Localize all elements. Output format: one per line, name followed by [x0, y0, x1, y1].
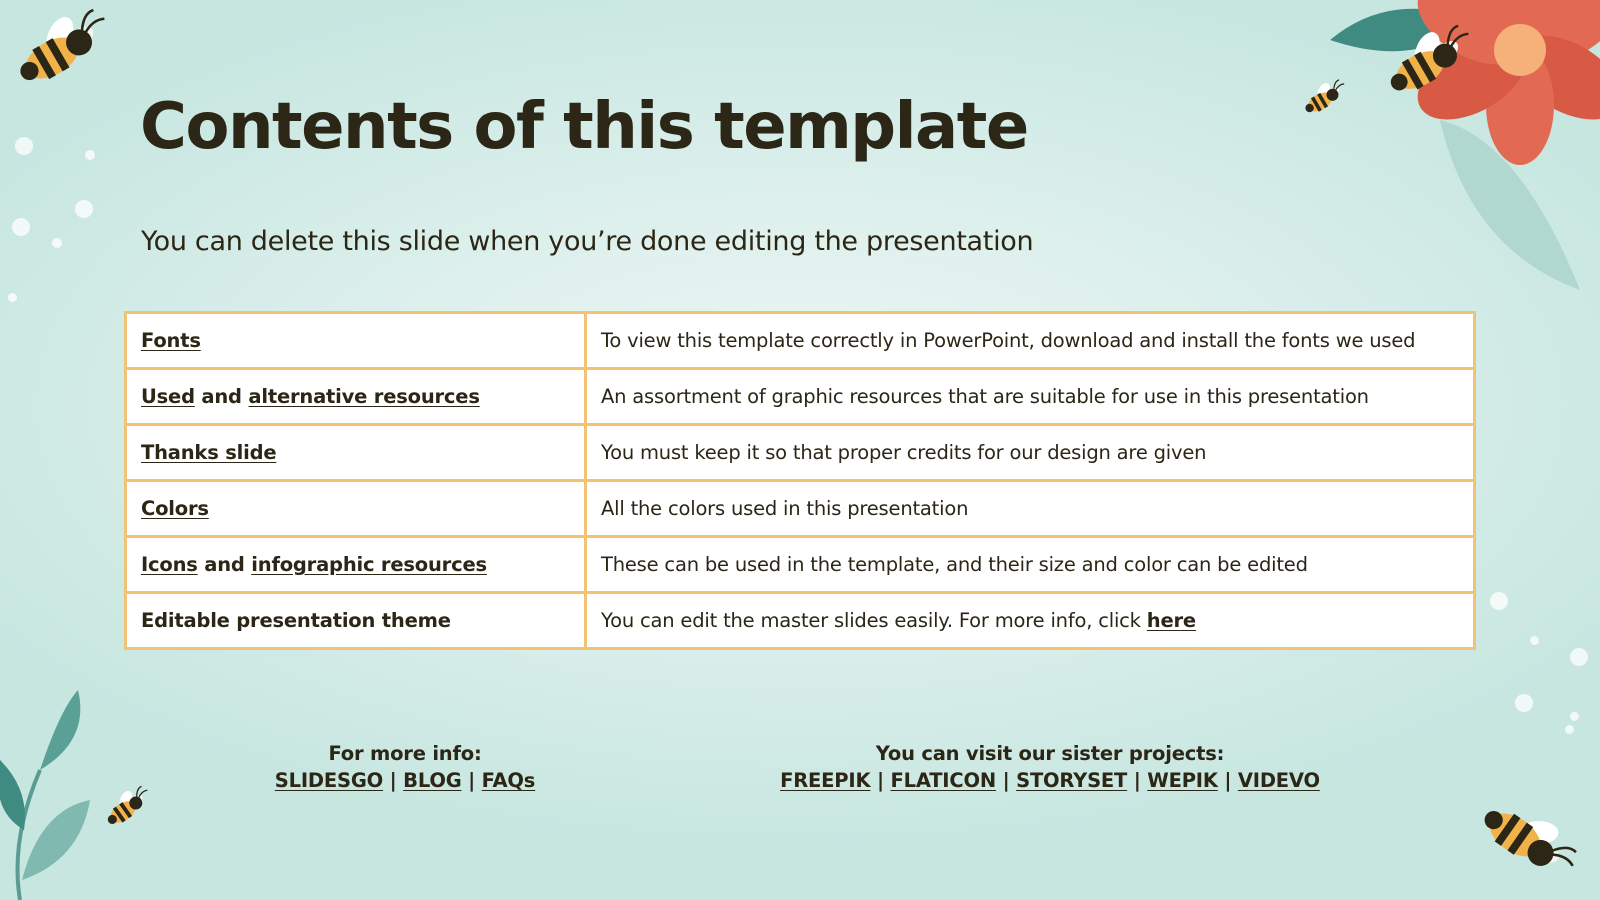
row-label: [126, 313, 586, 369]
page-subtitle: You can delete this slide when you’re done editing the presentation: [141, 226, 1034, 257]
here-link[interactable]: here: [1146, 609, 1196, 632]
bubble-icon: [1530, 636, 1539, 645]
footer-more-info: [220, 740, 590, 794]
bubble-icon: [52, 238, 62, 248]
bubble-icon: [1570, 712, 1579, 721]
row-label: [126, 425, 586, 481]
row-description: [586, 593, 1475, 649]
row-label: [126, 369, 586, 425]
row-label: Editable presentation theme: [126, 593, 586, 649]
bee-icon: [1460, 780, 1580, 890]
row-description: All the colors used in this presentation: [586, 481, 1475, 537]
bubble-icon: [1570, 648, 1588, 666]
bubble-icon: [12, 218, 30, 236]
bee-icon: [1290, 70, 1350, 130]
footer-heading: You can visit our sister projects:: [875, 742, 1225, 765]
separator: |: [870, 769, 891, 792]
table-row: [126, 313, 1475, 369]
separator: |: [1127, 769, 1148, 792]
separator: |: [1217, 769, 1238, 792]
bee-icon: [95, 780, 155, 840]
bee-icon: [0, 0, 120, 120]
slidesgo-link[interactable]: SLIDESGO: [274, 769, 384, 792]
row-description: You must keep it so that proper credits for our design are given: [586, 425, 1475, 481]
bubble-icon: [75, 200, 93, 218]
row-label: [126, 537, 586, 593]
row-description: An assortment of graphic resources that are suitable for use in this presentation: [586, 369, 1475, 425]
bubble-icon: [1490, 592, 1508, 610]
wepik-link[interactable]: WEPIK: [1147, 769, 1218, 792]
row-description-text: You can edit the master slides easily. For more info, click: [601, 609, 1147, 632]
footer-heading: For more info:: [328, 742, 482, 765]
bubble-icon: [1565, 725, 1574, 734]
icons-link[interactable]: Icons: [141, 553, 198, 576]
blog-link[interactable]: BLOG: [403, 769, 462, 792]
faqs-link[interactable]: FAQs: [481, 769, 536, 792]
row-description: To view this template correctly in PowerPoint, download and install the fonts we used: [586, 313, 1475, 369]
thanks-slide-link[interactable]: Thanks slide: [141, 441, 277, 464]
table-row: [126, 593, 1475, 649]
table-row: [126, 481, 1475, 537]
bubble-icon: [1515, 694, 1533, 712]
row-label: [126, 481, 586, 537]
flower-icon: [1320, 0, 1600, 300]
separator: |: [995, 769, 1017, 792]
separator: |: [383, 769, 404, 792]
used-resources-link[interactable]: Used: [141, 385, 195, 408]
table-row: [126, 425, 1475, 481]
page-title: Contents of this template: [140, 90, 1028, 164]
row-description: These can be used in the template, and their size and color can be edited: [586, 537, 1475, 593]
row-label-text: and: [194, 385, 249, 408]
bubble-icon: [85, 150, 95, 160]
alternative-resources-link[interactable]: alternative resources: [248, 385, 480, 408]
bubble-icon: [8, 293, 17, 302]
colors-link[interactable]: Colors: [141, 497, 209, 520]
table-row: [126, 369, 1475, 425]
infographic-resources-link[interactable]: infographic resources: [251, 553, 487, 576]
flaticon-link[interactable]: FLATICON: [890, 769, 996, 792]
leaf-icon: [0, 680, 110, 900]
table-row: [126, 537, 1475, 593]
separator: |: [461, 769, 482, 792]
freepik-link[interactable]: FREEPIK: [780, 769, 871, 792]
contents-table: [124, 311, 1476, 650]
videvo-link[interactable]: VIDEVO: [1237, 769, 1320, 792]
fonts-link[interactable]: Fonts: [141, 329, 201, 352]
bubble-icon: [15, 137, 33, 155]
footer-sister-projects: [740, 740, 1360, 794]
row-label-text: and: [197, 553, 252, 576]
storyset-link[interactable]: STORYSET: [1016, 769, 1128, 792]
